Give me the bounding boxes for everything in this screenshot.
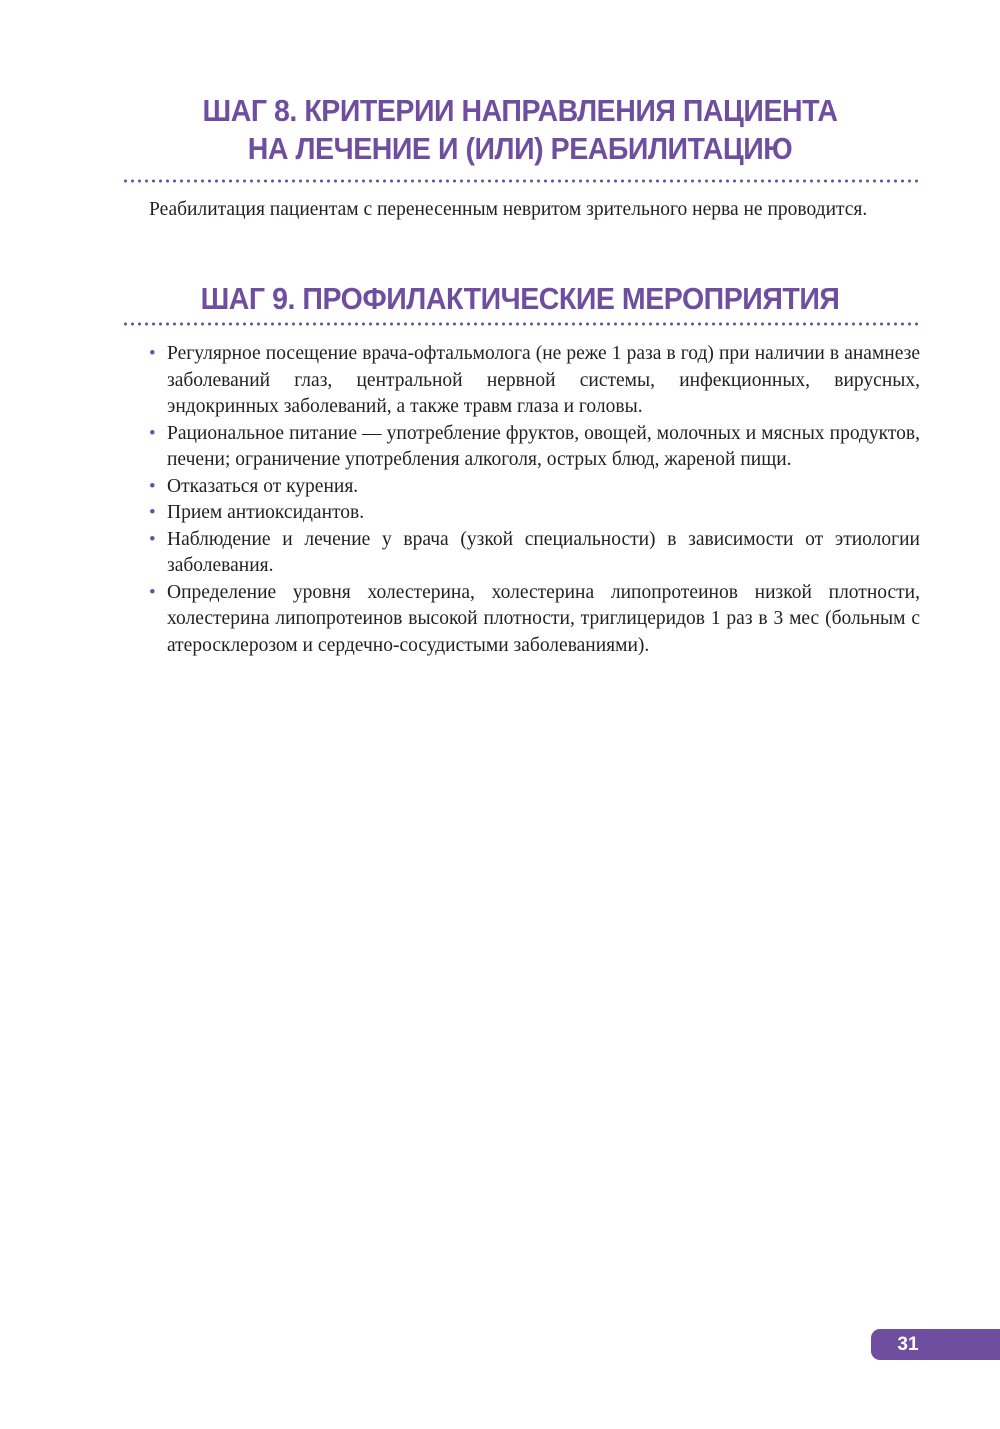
list-item-text: Наблюдение и лечение у врача (узкой специальности) в зависимости от этиологии заболевания. bbox=[167, 528, 920, 576]
step8-heading-line2: НА ЛЕЧЕНИЕ И (ИЛИ) РЕАБИЛИТАЦИЮ bbox=[247, 131, 793, 166]
bullet-icon: • bbox=[149, 581, 156, 603]
list-item-text: Определение уровня холестерина, холестерина липопротеинов низкой плотности, холестерина липопротеинов высокой плотности, триглицеридов 1 раз в 3 мес (больным с атеросклерозом и сердечно-сосудистыми заболеваниями). bbox=[167, 581, 920, 656]
bullet-icon: • bbox=[149, 528, 156, 550]
page-number: 31 bbox=[897, 1334, 919, 1355]
bullet-icon: • bbox=[149, 475, 156, 497]
list-item-text: Прием антиоксидантов. bbox=[167, 502, 365, 523]
list-item bbox=[147, 474, 920, 501]
step9-dotted-divider bbox=[122, 322, 920, 326]
list-item bbox=[147, 421, 920, 474]
step8-heading bbox=[152, 92, 888, 168]
step8-dotted-divider bbox=[122, 179, 920, 183]
list-item bbox=[147, 500, 920, 527]
list-item-text: Отказаться от курения. bbox=[167, 475, 359, 497]
step8-body bbox=[122, 197, 920, 223]
step9-bullet-list bbox=[147, 341, 920, 659]
page-number-tab bbox=[871, 1329, 1000, 1360]
step8-paragraph: Реабилитация пациентам с перенесенным невритом зрительного нерва не проводится. bbox=[149, 199, 868, 220]
list-item bbox=[147, 527, 920, 580]
step8-heading-line1: ШАГ 8. КРИТЕРИИ НАПРАВЛЕНИЯ ПАЦИЕНТА bbox=[202, 93, 838, 128]
bullet-icon: • bbox=[149, 422, 156, 444]
bullet-icon: • bbox=[149, 502, 156, 523]
step9-heading: ШАГ 9. ПРОФИЛАКТИЧЕСКИЕ МЕРОПРИЯТИЯ bbox=[200, 281, 840, 316]
list-item bbox=[147, 580, 920, 660]
list-item-text: Регулярное посещение врача-офтальмолога (не реже 1 раза в год) при наличии в анамнезе заболеваний глаз, центральной нервной системы, инфекционных, вирусных, эндокринных заболеваний, а также травм глаза и головы. bbox=[167, 343, 920, 417]
list-item-text: Рациональное питание — употребление фруктов, овощей, молочных и мясных продуктов, печени; ограничение употребления алкоголя, острых блюд, жареной пищи. bbox=[167, 422, 920, 470]
list-item bbox=[147, 341, 920, 421]
bullet-icon: • bbox=[149, 343, 156, 364]
